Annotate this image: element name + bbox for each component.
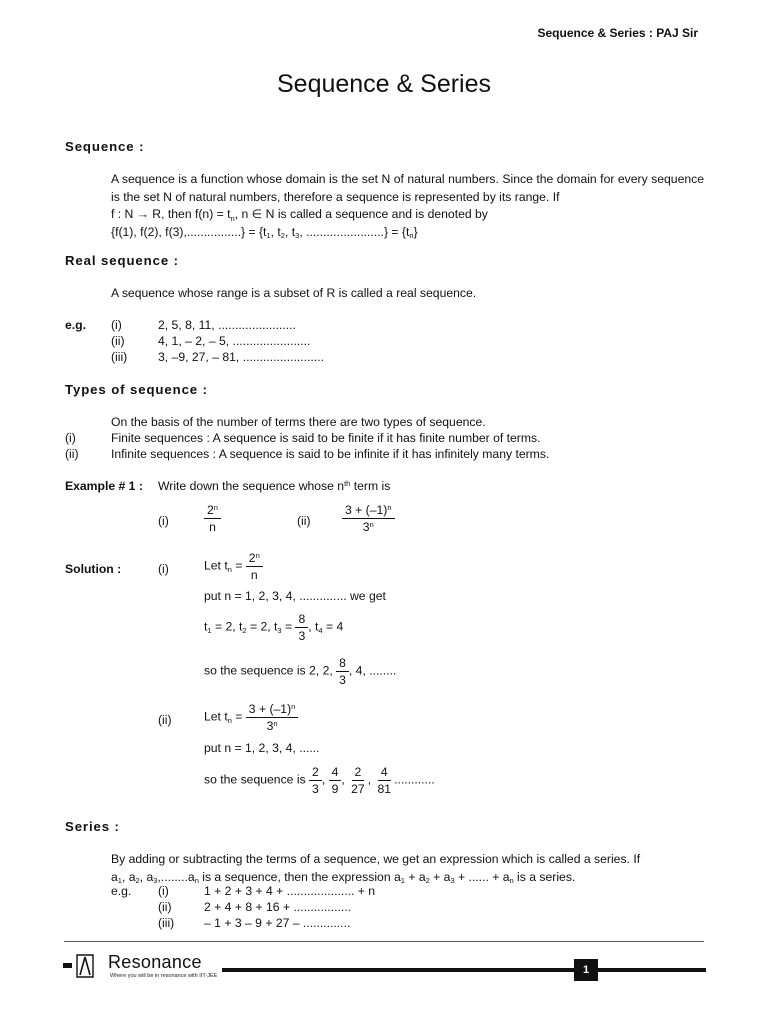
sequence-line3: f : N → R, then $f(n) = t_n$, n ∈ N is called a sequence and is denoted by bbox=[111, 207, 488, 223]
example-part-ii: (ii) bbox=[297, 514, 311, 528]
section-heading-types: Types of sequence : bbox=[65, 382, 208, 397]
list-item: 2 + 4 + 8 + 16 + ................. bbox=[204, 900, 352, 914]
list-item: Finite sequences : A sequence is said to be finite if it has finite number of terms. bbox=[111, 431, 541, 445]
solution-put-2: put n = 1, 2, 3, 4, ...... bbox=[204, 741, 320, 755]
real-sequence-definition: A sequence whose range is a subset of R is called a real sequence. bbox=[111, 286, 477, 300]
section-heading-real-sequence: Real sequence : bbox=[65, 253, 179, 268]
solution-terms: $t_1 = 2$, $t_2 = 2$, $t_3$ = $\frac{8}{3}$ , $t_4 = 4$ bbox=[204, 612, 344, 643]
list-item-num: (i) bbox=[158, 884, 169, 898]
sequence-para1: A sequence is a function whose domain is the set N of natural numbers. Since the domain for every sequence is the set N of natural numbers, therefore a sequence is represented by its range. If bbox=[111, 172, 704, 204]
list-item-num: (i) bbox=[65, 431, 76, 445]
series-definition: By adding or subtracting the terms of a sequence, we get an expression which is called a series. If $a_1$, $a_2$, $a_3,........a_n$ is a sequence, then the expression $a_1 + a_2 + a_3$ + ...... + $a_n$ is a series. bbox=[111, 852, 641, 886]
types-intro: On the basis of the number of terms there are two types of sequence. bbox=[111, 415, 486, 429]
list-item: 2, 5, 8, 11, ....................... bbox=[158, 318, 296, 332]
example-fraction-1: $\frac{2^n}{n}$ bbox=[204, 503, 221, 534]
running-header: Sequence & Series : PAJ Sir bbox=[537, 26, 698, 40]
solution-put-1: put n = 1, 2, 3, 4, .............. we get bbox=[204, 589, 386, 603]
section-heading-sequence: Sequence : bbox=[65, 139, 145, 154]
page-number: 1 bbox=[574, 959, 598, 981]
resonance-brand: Resonance bbox=[108, 952, 202, 972]
list-item-num: (i) bbox=[111, 318, 122, 332]
footer-divider bbox=[64, 941, 704, 942]
list-item-num: (iii) bbox=[111, 350, 128, 364]
list-item: Infinite sequences : A sequence is said to be infinite if it has infinitely many terms. bbox=[111, 447, 550, 461]
solution-sequence-2: so the sequence is $\frac{2}{3}$ , $\frac{4}{9}$ , $\frac{2}{27}$ , $\frac{4}{81}$ ............ bbox=[204, 765, 435, 796]
section-heading-series: Series : bbox=[65, 819, 120, 834]
list-item: – 1 + 3 – 9 + 27 – .............. bbox=[204, 916, 351, 930]
list-item-num: (ii) bbox=[158, 900, 172, 914]
example-question: Write down the sequence whose $n^{th}$ term is bbox=[158, 478, 391, 493]
solution-sequence-1: so the sequence is 2, 2, $\frac{8}{3}$ , 4, ........ bbox=[204, 656, 397, 687]
list-item-num: (ii) bbox=[111, 334, 125, 348]
solution-let-tn-2: Let $t_n$ = $\frac{3 + (-1)^n}{3^n}$ bbox=[204, 702, 298, 733]
solution-let-tn-1: Let $t_n$ = $\frac{2^n}{n}$ bbox=[204, 551, 263, 582]
series-eg-label: e.g. bbox=[111, 884, 132, 898]
sequence-line4: {f(1), f(2), $f(3),................\} = \{t_1$, $t_2$, $t_3$, .......................} = $\{t_n\}$ bbox=[111, 224, 418, 241]
example-label: Example # 1 : bbox=[65, 479, 143, 493]
list-item-num: (ii) bbox=[65, 447, 79, 461]
footer-bar bbox=[222, 968, 706, 972]
list-item: 4, 1, – 2, – 5, ....................... bbox=[158, 334, 311, 348]
sequence-definition bbox=[111, 171, 704, 241]
example-fraction-2: $\frac{3 + (-1)^n}{3^n}$ bbox=[342, 503, 395, 534]
solution-label: Solution : bbox=[65, 562, 122, 576]
solution-part-ii: (ii) bbox=[158, 713, 172, 727]
eg-label: e.g. bbox=[65, 318, 86, 332]
list-item: 3, –9, 27, – 81, ........................ bbox=[158, 350, 324, 364]
example-part-i: (i) bbox=[158, 514, 169, 528]
list-item: 1 + 2 + 3 + 4 + .................... + n bbox=[204, 884, 376, 898]
list-item-num: (iii) bbox=[158, 916, 175, 930]
resonance-logo-icon bbox=[63, 953, 105, 979]
solution-part-i: (i) bbox=[158, 562, 169, 576]
resonance-tagline: Where you will be in resonance with IIT-JEE bbox=[110, 973, 218, 979]
page-title: Sequence & Series bbox=[276, 70, 492, 98]
